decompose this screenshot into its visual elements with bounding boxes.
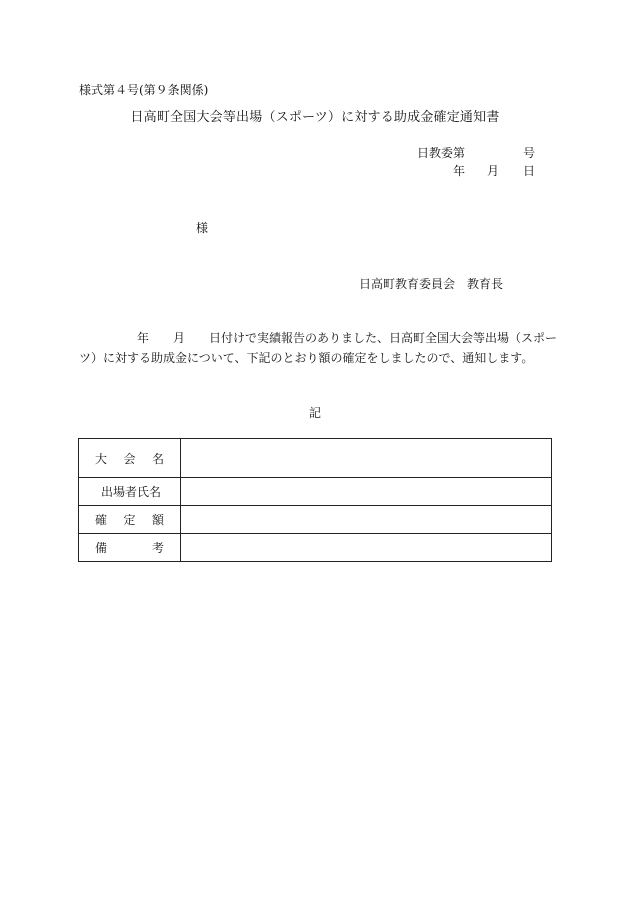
form-label: 様式第４号(第９条関係) <box>79 83 209 97</box>
notice-body-line-1 <box>79 328 558 348</box>
body-year-label: 年 <box>137 331 150 345</box>
notice-body <box>79 328 558 368</box>
table-row-participant-name <box>79 478 552 506</box>
date-month-label: 月 <box>487 164 500 178</box>
table-row-remarks <box>79 534 552 562</box>
reference-number-prefix: 日教委第 <box>417 146 466 160</box>
event-name-value <box>181 439 552 478</box>
participant-name-value <box>181 478 552 506</box>
document-title: 日高町全国大会等出場（スポーツ）に対する助成金確定通知書 <box>130 110 500 125</box>
date-day-label: 日 <box>523 164 536 178</box>
record-heading: 記 <box>308 406 321 420</box>
remarks-value <box>181 534 552 562</box>
reference-number-suffix: 号 <box>523 146 536 160</box>
confirmed-amount-label: 確定額 <box>79 506 181 534</box>
date-year-label: 年 <box>453 164 466 178</box>
confirmed-amount-value <box>181 506 552 534</box>
table-row-event-name <box>79 439 552 478</box>
remarks-label: 備考 <box>79 534 181 562</box>
event-name-label: 大会名 <box>79 439 181 478</box>
addressee-honorific: 様 <box>196 221 209 235</box>
table-row-confirmed-amount <box>79 506 552 534</box>
body-month-label: 月 <box>173 331 186 345</box>
participant-name-label: 出場者氏名 <box>79 478 181 506</box>
sender-name: 日高町教育委員会 教育長 <box>359 277 504 291</box>
details-table <box>78 438 552 562</box>
notice-body-line-2: ツ）に対する助成金について、下記のとおり額の確定をしましたので、通知します。 <box>79 351 534 365</box>
body-text-line-1: 日付けで実績報告のありました、日高町全国大会等出場（スポー <box>209 331 558 345</box>
